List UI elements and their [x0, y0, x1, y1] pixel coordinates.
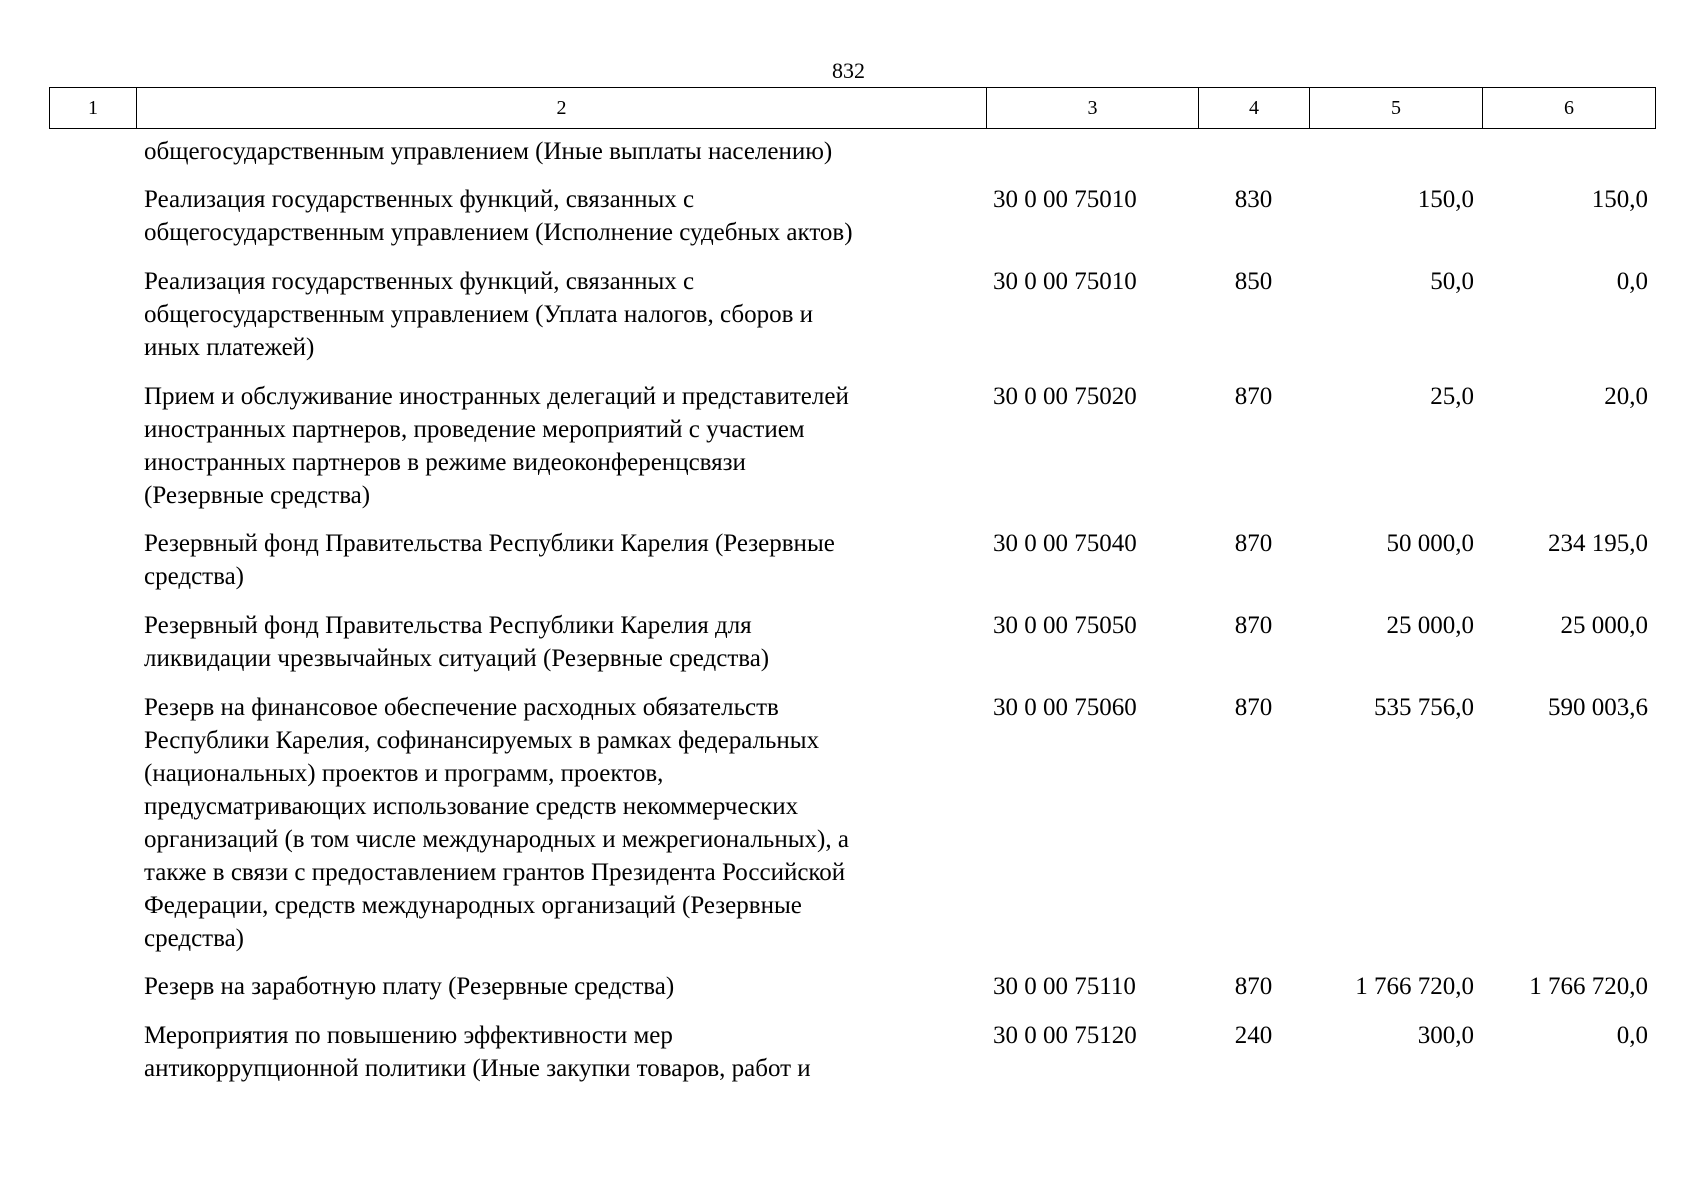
- header-col-6: 6: [1564, 96, 1574, 119]
- table-row: [0, 183, 1697, 249]
- description-line: общегосударственным управлением (Исполнение судебных актов): [144, 219, 853, 246]
- description-line: предусматривающих использование средств некоммерческих: [144, 793, 799, 820]
- description-line: Резервный фонд Правительства Республики Карелия для: [144, 612, 752, 639]
- row-expense-type: 240: [1234, 1022, 1273, 1049]
- row-description: [144, 380, 974, 512]
- row-value-col5: 300,0: [1417, 1022, 1474, 1049]
- row-code: 30 0 00 75050: [993, 612, 1137, 639]
- header-col-1: 1: [50, 88, 137, 128]
- description-line: средства): [144, 925, 244, 952]
- header-col-3: 3: [987, 88, 1199, 128]
- table-row: [0, 380, 1697, 512]
- row-value-col6: 590 003,6: [1548, 694, 1648, 721]
- table-row: [0, 135, 1697, 168]
- row-code: 30 0 00 75120: [993, 1022, 1137, 1049]
- row-description: [144, 527, 974, 593]
- row-value-col6: 150,0: [1591, 186, 1648, 213]
- row-value-col5: 1 766 720,0: [1355, 973, 1474, 1000]
- row-description: [144, 265, 974, 364]
- row-code: 30 0 00 75010: [993, 268, 1137, 295]
- table-row: [0, 691, 1697, 955]
- table-row: [0, 609, 1697, 675]
- row-value-col6: 20,0: [1604, 383, 1648, 410]
- table-row: [0, 970, 1697, 1003]
- row-expense-type: 870: [1234, 694, 1273, 721]
- row-expense-type: 870: [1234, 383, 1273, 410]
- header-col-5: 5: [1310, 88, 1483, 128]
- row-expense-type: 850: [1234, 268, 1273, 295]
- table-header: [49, 87, 1656, 129]
- description-line: (национальных) проектов и программ, проектов,: [144, 760, 664, 787]
- description-line: также в связи с предоставлением грантов Президента Российской: [144, 859, 846, 886]
- header-col-2: 2: [137, 88, 987, 128]
- row-value-col6: 0,0: [1616, 268, 1648, 295]
- description-line: иностранных партнеров, проведение мероприятий с участием: [144, 416, 805, 443]
- description-line: Федерации, средств международных организаций (Резервные: [144, 892, 802, 919]
- row-description: [144, 135, 974, 168]
- description-line: организаций (в том числе международных и межрегиональных), а: [144, 826, 849, 853]
- row-expense-type: 870: [1234, 612, 1273, 639]
- row-description: [144, 609, 974, 675]
- row-description: [144, 970, 974, 1003]
- description-line: средства): [144, 563, 244, 590]
- row-value-col6: 234 195,0: [1548, 530, 1648, 557]
- row-description: [144, 691, 974, 955]
- row-description: [144, 1019, 974, 1085]
- row-value-col6: 25 000,0: [1560, 612, 1648, 639]
- row-expense-type: 830: [1234, 186, 1273, 213]
- row-code: 30 0 00 75040: [993, 530, 1137, 557]
- description-line: (Резервные средства): [144, 482, 371, 509]
- row-expense-type: 870: [1234, 973, 1273, 1000]
- description-line: общегосударственным управлением (Уплата налогов, сборов и: [144, 301, 814, 328]
- row-expense-type: 870: [1234, 530, 1273, 557]
- row-value-col6: 1 766 720,0: [1529, 973, 1648, 1000]
- row-value-col5: 50 000,0: [1386, 530, 1474, 557]
- description-line: иностранных партнеров в режиме видеоконференцсвязи: [144, 449, 746, 476]
- row-value-col5: 150,0: [1417, 186, 1474, 213]
- description-line: общегосударственным управлением (Иные выплаты населению): [144, 138, 833, 165]
- description-line: Мероприятия по повышению эффективности мер: [144, 1022, 673, 1049]
- description-line: Реализация государственных функций, связанных с: [144, 268, 695, 295]
- row-code: 30 0 00 75020: [993, 383, 1137, 410]
- description-line: антикоррупционной политики (Иные закупки товаров, работ и: [144, 1055, 811, 1082]
- row-code: 30 0 00 75010: [993, 186, 1137, 213]
- description-line: Резерв на финансовое обеспечение расходных обязательств: [144, 694, 779, 721]
- row-value-col5: 25,0: [1430, 383, 1474, 410]
- description-line: иных платежей): [144, 334, 315, 361]
- description-line: ликвидации чрезвычайных ситуаций (Резервные средства): [144, 645, 770, 672]
- row-value-col6: 0,0: [1616, 1022, 1648, 1049]
- row-value-col5: 25 000,0: [1386, 612, 1474, 639]
- description-line: Реализация государственных функций, связанных с: [144, 186, 695, 213]
- row-code: 30 0 00 75110: [993, 973, 1136, 1000]
- description-line: Республики Карелия, софинансируемых в рамках федеральных: [144, 727, 820, 754]
- table-row: [0, 1019, 1697, 1085]
- row-value-col5: 535 756,0: [1374, 694, 1474, 721]
- page-number: 832: [832, 58, 865, 83]
- header-col-4: 4: [1199, 88, 1310, 128]
- row-value-col5: 50,0: [1430, 268, 1474, 295]
- table-row: [0, 265, 1697, 364]
- description-line: Резерв на заработную плату (Резервные средства): [144, 973, 675, 1000]
- row-description: [144, 183, 974, 249]
- row-code: 30 0 00 75060: [993, 694, 1137, 721]
- table-row: [0, 527, 1697, 593]
- description-line: Прием и обслуживание иностранных делегаций и представителей: [144, 383, 849, 410]
- description-line: Резервный фонд Правительства Республики Карелия (Резервные: [144, 530, 835, 557]
